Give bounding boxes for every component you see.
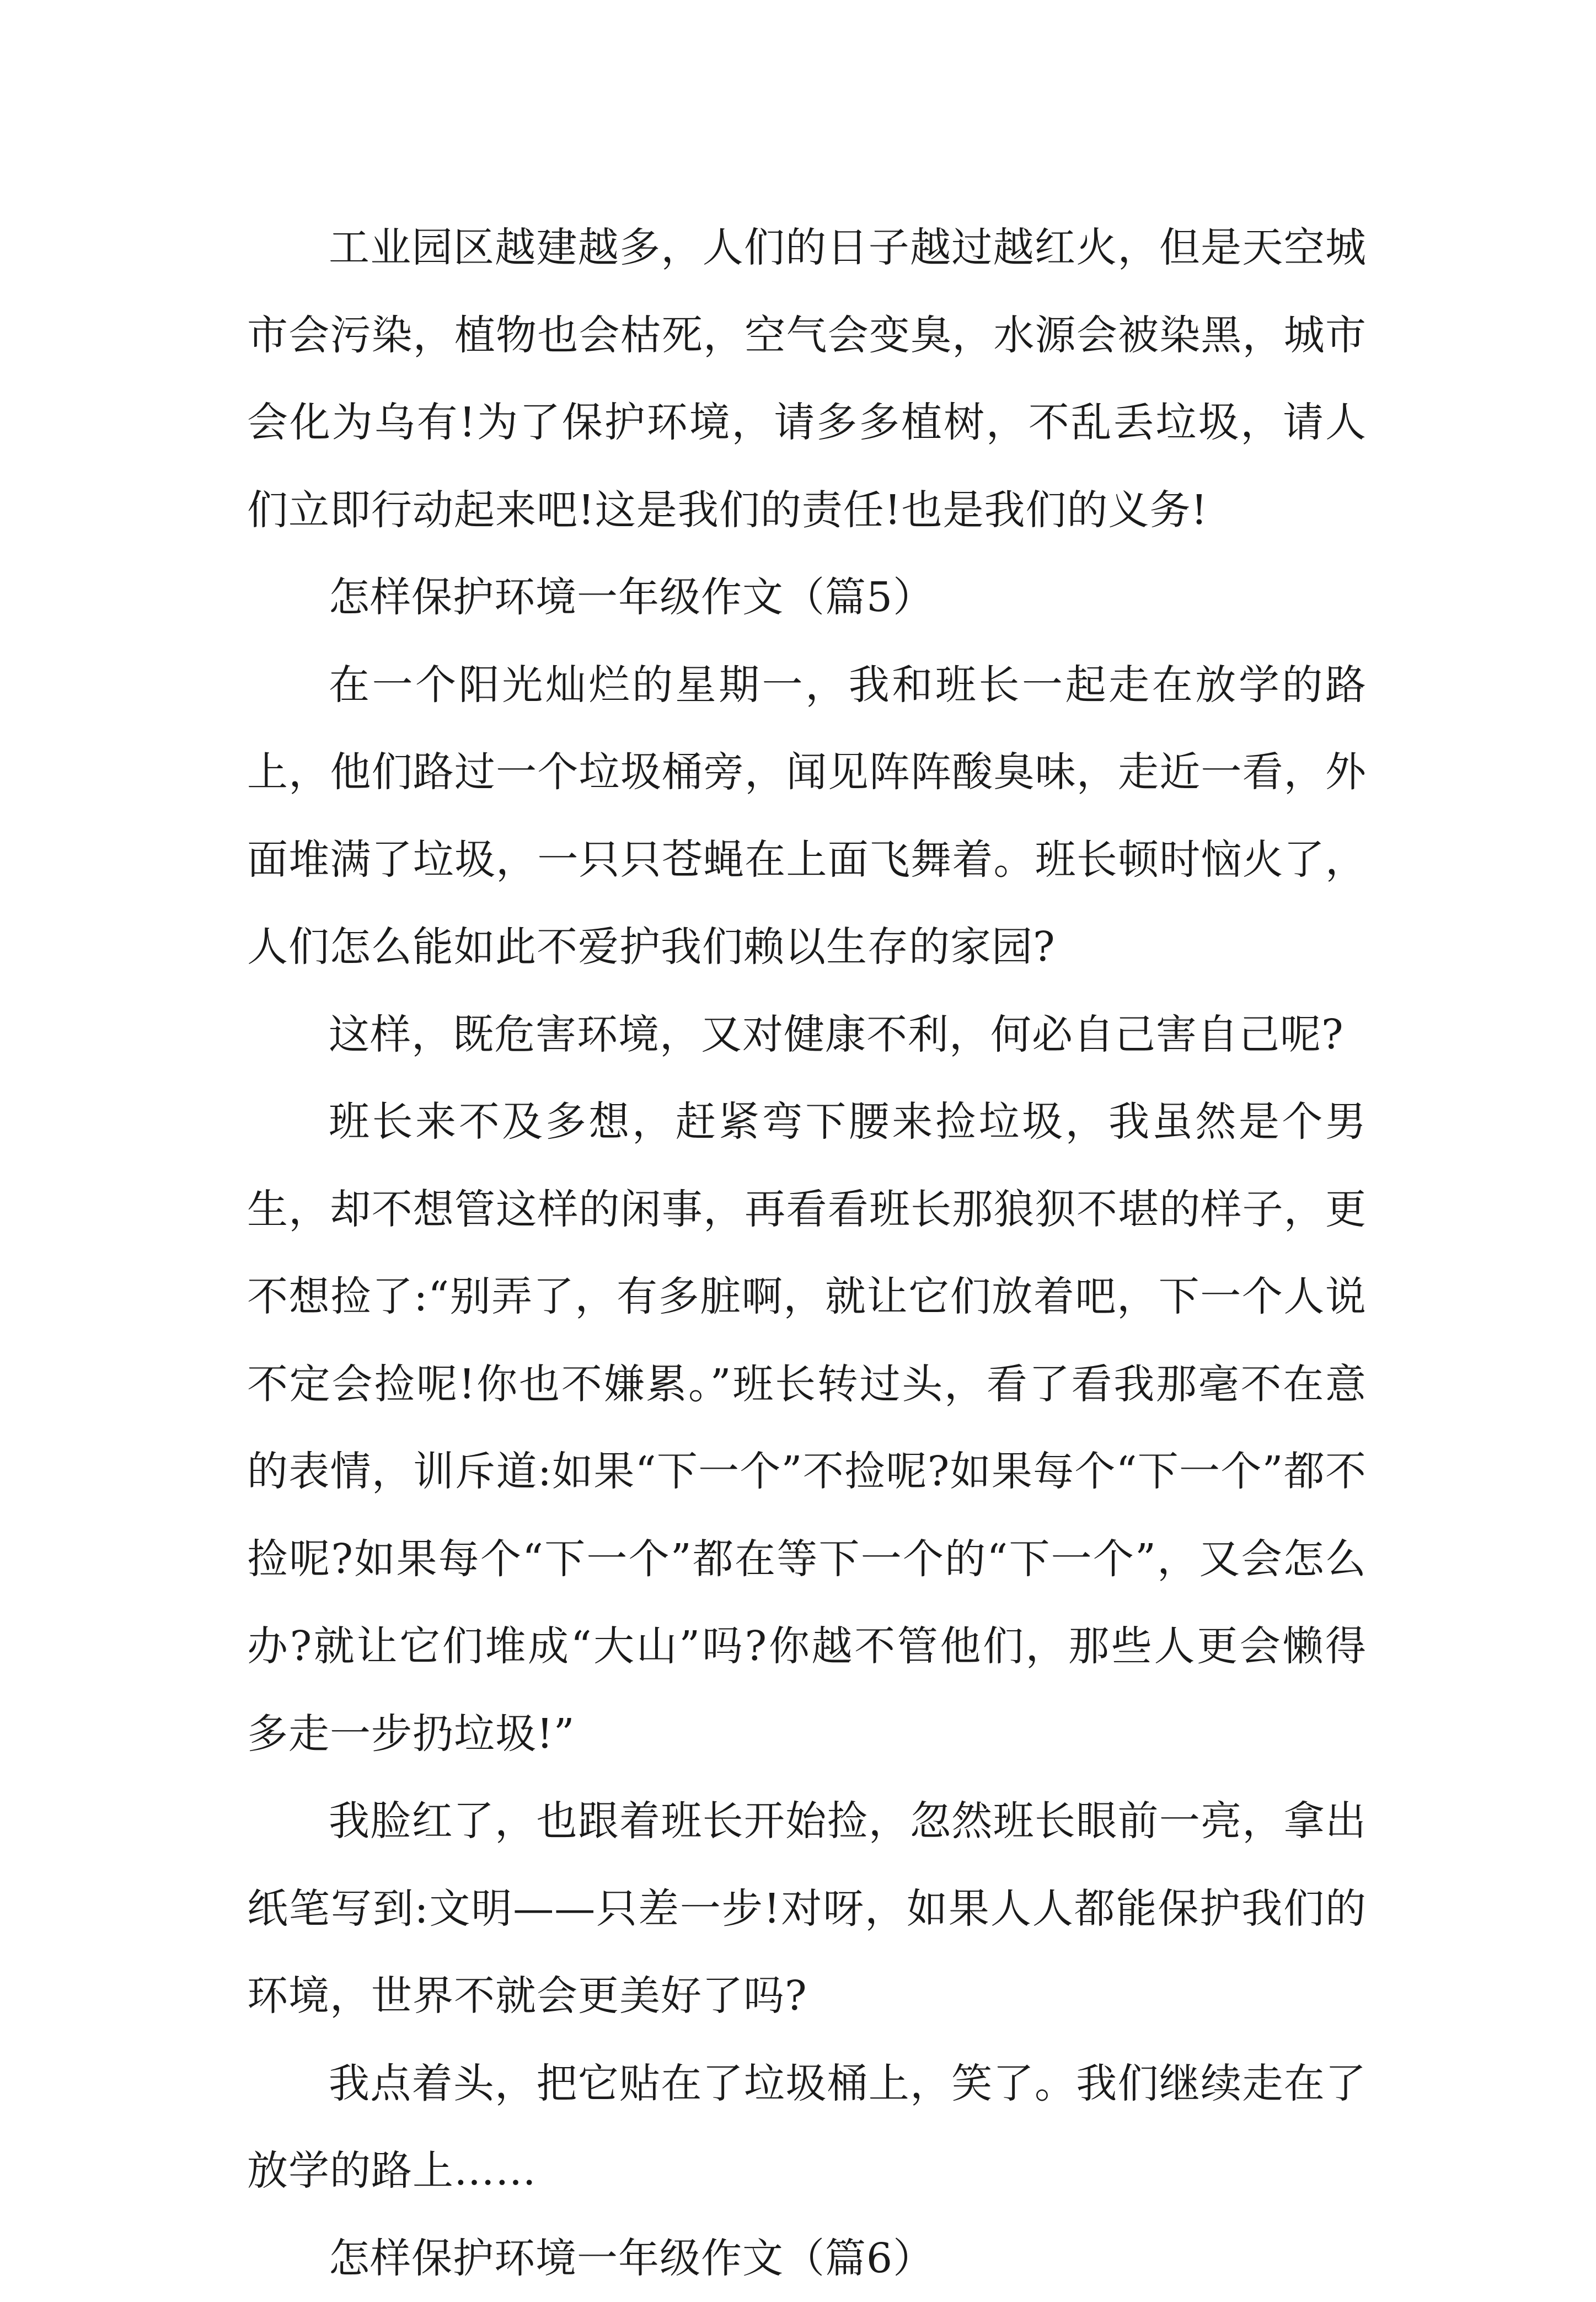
paragraph-5: 我脸红了，也跟着班长开始捡，忽然班长眼前一亮，拿出纸笔写到:文明——只差一步!对呀，如果人人都能保护我们的环境，世界不就会更美好了吗? [247,1778,1367,2040]
document-body [247,204,1367,2302]
paragraph-6: 我点着头，把它贴在了垃圾桶上，笑了。我们继续走在了放学的路上…… [247,2040,1367,2215]
section-heading-5: 怎样保护环境一年级作文（篇5） [247,554,1367,641]
paragraph-2: 在一个阳光灿烂的星期一，我和班长一起走在放学的路上，他们路过一个垃圾桶旁，闻见阵阵酸臭味，走近一看，外面堆满了垃圾，一只只苍蝇在上面飞舞着。班长顿时恼火了，人们怎么能如此不爱护我们赖以生存的家园? [247,641,1367,991]
paragraph-1: 工业园区越建越多，人们的日子越过越红火，但是天空城市会污染，植物也会枯死，空气会变臭，水源会被染黑，城市会化为乌有!为了保护环境，请多多植树，不乱丢垃圾，请人们立即行动起来吧!这是我们的责任!也是我们的义务! [247,204,1367,554]
section-heading-6: 怎样保护环境一年级作文（篇6） [247,2215,1367,2302]
paragraph-4: 班长来不及多想，赶紧弯下腰来捡垃圾，我虽然是个男生，却不想管这样的闲事，再看看班长那狼狈不堪的样子，更不想捡了:“别弄了，有多脏啊，就让它们放着吧，下一个人说不定会捡呢!你也不嫌累。”班长转过头，看了看我那毫不在意的表情，训斥道:如果“下一个”不捡呢?如果每个“下一个”都不捡呢?如果每个“下一个”都在等下一个的“下一个”，又会怎么办?就让它们堆成“大山”吗?你越不管他们，那些人更会懒得多走一步扔垃圾!” [247,1078,1367,1778]
paragraph-3: 这样，既危害环境，又对健康不利，何必自己害自己呢? [247,991,1367,1079]
